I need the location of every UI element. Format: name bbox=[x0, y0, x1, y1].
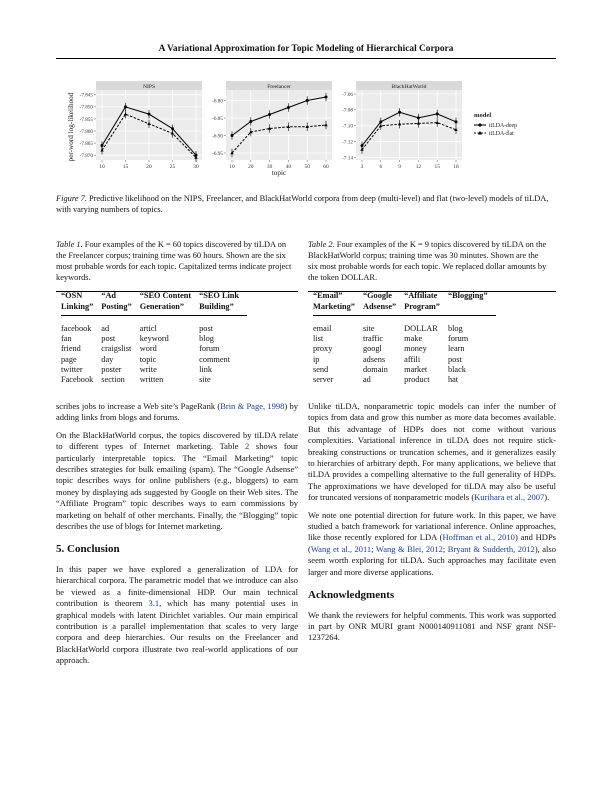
table-cell: adsens bbox=[362, 354, 386, 364]
section-heading-acknowledgments: Acknowledgments bbox=[308, 589, 395, 602]
x-tick-label: 15 bbox=[122, 164, 129, 170]
table-cell: list bbox=[313, 334, 324, 344]
table-cell: ad bbox=[362, 375, 371, 385]
legend-label-deep: tiLDA-deep bbox=[489, 123, 518, 129]
table1-caption-text: Four examples of the K = 60 topics discovered by tiLDA on the Freelancer corpus; training time was 60 hours. Shown are the six most probable words for each topic. Capitalized terms indicate project keywords. bbox=[56, 240, 292, 282]
table1-caption-label: Table 1. bbox=[56, 240, 83, 249]
table-cell: market bbox=[404, 364, 428, 374]
table-cell: keyword bbox=[139, 334, 169, 344]
table-cell: fan bbox=[61, 334, 72, 344]
figure-ylabel: per-word log-likelihood bbox=[67, 92, 75, 162]
y-tick-label: -6.95 bbox=[212, 150, 223, 157]
table-row bbox=[61, 316, 247, 335]
running-header: A Variational Approximation for Topic Modeling of Hierarchical Corpora bbox=[158, 44, 454, 54]
table-header-cell: “Ad Posting” bbox=[101, 291, 139, 316]
chart-panels bbox=[80, 81, 462, 170]
x-tick-label: 12 bbox=[415, 164, 422, 170]
y-tick-label: -7.10 bbox=[342, 123, 353, 130]
x-tick-label: 30 bbox=[266, 164, 273, 170]
legend-marker-deep bbox=[478, 123, 481, 126]
figure-caption bbox=[56, 193, 556, 215]
table-cell: googl bbox=[362, 344, 382, 354]
table-header-cell: “Google Adsense” bbox=[363, 291, 404, 316]
table-header-cell: “Blogging” bbox=[448, 291, 496, 316]
table-row bbox=[313, 375, 496, 385]
panel-background bbox=[356, 90, 462, 160]
table-cell: twitter bbox=[61, 364, 83, 374]
table-cell: section bbox=[101, 375, 125, 385]
point-deep bbox=[417, 116, 420, 119]
figure-caption-label: Figure 7. bbox=[56, 194, 87, 203]
x-tick-label: 30 bbox=[193, 164, 199, 170]
cite-kurihara[interactable]: Kurihara et al., 2007 bbox=[474, 492, 545, 503]
legend bbox=[474, 112, 517, 137]
table-header-cell: “OSN Linking” bbox=[61, 291, 101, 316]
table-row bbox=[313, 365, 496, 375]
x-tick-label: 40 bbox=[285, 164, 292, 170]
table-cell: link bbox=[199, 364, 213, 374]
point-deep bbox=[231, 134, 234, 137]
table-cell: blog bbox=[199, 334, 214, 344]
y-tick-label: -7.12 bbox=[342, 139, 353, 146]
table-cell: domain bbox=[362, 364, 388, 374]
y-tick-label: -6.85 bbox=[212, 115, 223, 122]
x-tick-label: 25 bbox=[169, 164, 176, 170]
legend-label-flat: tiLDA-flat bbox=[489, 131, 514, 137]
table-row bbox=[61, 334, 247, 344]
table2-caption bbox=[308, 239, 550, 283]
table-header-cell: “SEO Link Building” bbox=[199, 291, 247, 316]
table-header-cell: “Affiliate Program” bbox=[404, 291, 448, 316]
table2 bbox=[313, 291, 496, 385]
table-cell: send bbox=[313, 364, 329, 374]
table-cell: comment bbox=[199, 354, 231, 364]
table-cell: forum bbox=[199, 344, 220, 354]
y-tick-label: -6.90 bbox=[212, 133, 223, 140]
x-tick-label: 20 bbox=[248, 164, 254, 170]
table-cell: proxy bbox=[313, 344, 333, 354]
x-tick-label: 10 bbox=[229, 164, 235, 170]
chart-panel-1 bbox=[212, 81, 332, 170]
table-cell: Facebook bbox=[61, 375, 94, 385]
point-deep bbox=[436, 112, 439, 115]
point-deep bbox=[148, 113, 151, 116]
table-cell: post bbox=[101, 334, 116, 344]
table-cell: black bbox=[447, 364, 466, 374]
x-tick-label: 15 bbox=[434, 164, 440, 170]
table-cell: ip bbox=[313, 354, 320, 364]
x-tick-label: 3 bbox=[360, 164, 364, 170]
table-cell: DOLLAR bbox=[404, 324, 438, 333]
cite-bryant-sudderth[interactable]: Bryant & Sudderth, 2012 bbox=[447, 543, 535, 554]
table-cell: learn bbox=[447, 344, 465, 354]
x-tick-label: 18 bbox=[453, 164, 459, 170]
legend-title: model bbox=[474, 112, 492, 119]
table-cell: email bbox=[313, 324, 332, 333]
chart-panel-2 bbox=[342, 81, 462, 170]
point-deep bbox=[287, 106, 290, 109]
table-cell: word bbox=[139, 344, 157, 354]
table1 bbox=[61, 291, 247, 385]
table-cell: post bbox=[199, 324, 213, 333]
ref-table-2[interactable]: 2 bbox=[245, 441, 250, 452]
x-tick-label: 6 bbox=[379, 164, 383, 170]
point-deep bbox=[325, 96, 328, 99]
x-tick-label: 20 bbox=[146, 164, 152, 170]
table-header-cell: “Email” Marketing” bbox=[313, 291, 363, 316]
y-tick-label: -7.870 bbox=[79, 152, 93, 159]
left-column bbox=[56, 401, 298, 673]
point-deep bbox=[124, 105, 127, 108]
point-deep bbox=[455, 120, 458, 123]
table-cell: write bbox=[139, 364, 157, 374]
y-tick-label: -6.80 bbox=[212, 98, 223, 105]
table-cell: make bbox=[404, 334, 423, 344]
point-deep bbox=[306, 99, 309, 102]
table-cell: affili bbox=[404, 354, 421, 364]
y-tick-label: -7.850 bbox=[79, 104, 93, 111]
panel-title: Freelancer bbox=[267, 84, 291, 90]
table-cell: day bbox=[101, 354, 114, 364]
table-cell: forum bbox=[447, 334, 469, 344]
table-header-cell: “SEO Content Generation” bbox=[140, 291, 199, 316]
y-tick-label: -7.845 bbox=[79, 92, 93, 99]
right-paragraph-2: We note one potential direction for future work. In this paper, we have studied a batch framework for variational inference. Online approaches, like those recently explored for LDA (Hoffman et al., 2010) and HDPs (Wang et al., 2011; Wang & Blei, 2012; Bryant & Sudderth, 2012), also seem worth exploring for tiLDA. Such approaches may facilitate even larger and more diverse applications. bbox=[308, 509, 556, 577]
point-deep bbox=[268, 113, 271, 116]
chart-panel-0 bbox=[80, 81, 202, 170]
table-row bbox=[313, 334, 496, 344]
cite-wang-2011[interactable]: Wang et al., 2011 bbox=[310, 543, 372, 554]
point-deep bbox=[398, 111, 401, 114]
y-tick-label: -7.08 bbox=[342, 107, 353, 114]
table2-caption-label: Table 2. bbox=[308, 240, 335, 249]
table-cell: server bbox=[313, 375, 334, 385]
y-tick-label: -7.855 bbox=[79, 116, 93, 123]
table-cell: poster bbox=[101, 364, 122, 374]
table-cell: money bbox=[404, 344, 427, 354]
right-paragraph-1: Unlike tiLDA, nonparametric topic models can infer the number of topics from data and grow this number as more data becomes available. But this advantage of HDPs does not come without various complexities. Variational inference in tiLDA does not require stick-breaking constructions or truncation schemes, and it generalizes easily to hierarchies of arbitrary depth. For many applications, we believe that tiLDA provides a compelling alternative to the full generality of HDPs. The approximations we have developed for tiLDA may also be useful for truncated versions of nonparametric models (Kurihara et al., 2007). bbox=[308, 401, 556, 503]
ref-theorem-3-1[interactable]: 3.1 bbox=[148, 598, 160, 609]
left-paragraph-2: On the BlackHatWorld corpus, the topics discovered by tiLDA relate to different types of Internet marketing. Table 2 shows four particularly interpretable topics. The “Email Marketing” topic describes strategies for bulk emailing (spam). The “Google Adsense” topic describes ways for online publishers (e.g., bloggers) to earn money by displaying ads suggested by Google on their Web sites. The “Affiliate Program” topic describes ways to earn commissions by marketing on behalf of other merchants. Finally, the “Blogging” topic describes the use of blogs for Internet marketing. bbox=[56, 429, 299, 532]
y-tick-label: -7.860 bbox=[79, 128, 93, 135]
right-column bbox=[308, 401, 556, 650]
x-tick-label: 50 bbox=[304, 164, 310, 170]
table-cell: blog bbox=[447, 324, 463, 333]
table-cell: hat bbox=[447, 375, 459, 385]
table-cell: ad bbox=[101, 324, 110, 333]
cite-brin-page[interactable]: Brin & Page, 1998 bbox=[220, 401, 285, 411]
table-cell: articl bbox=[139, 324, 157, 333]
cite-hoffman[interactable]: Hoffman et al., 2010 bbox=[442, 532, 515, 543]
table-row bbox=[313, 316, 496, 335]
left-paragraph-3: In this paper we have explored a generalization of LDA for hierarchical corpora. The parametric model that we introduce can also be viewed as a finite-dimensional HDP. Our main technical contribution is theorem 3.1, which has many potential uses in graphical models with latent Dirichlet variables. Our main empirical contribution is a parallel implementation that scales to very large corpora and deep hierarchies. Our results on the Freelancer and BlackHatWorld corpora illustrate two real-world applications of our approach. bbox=[56, 563, 298, 666]
table-cell: written bbox=[139, 375, 164, 385]
table-row bbox=[61, 375, 247, 385]
table-row bbox=[313, 355, 496, 365]
table-cell: friend bbox=[61, 344, 81, 354]
table-cell: facebook bbox=[61, 324, 92, 333]
figure-7-chart bbox=[0, 0, 612, 200]
y-tick-label: -7.865 bbox=[79, 140, 93, 147]
x-tick-label: 9 bbox=[398, 164, 401, 170]
table1-caption bbox=[56, 239, 298, 283]
table-row bbox=[61, 344, 247, 354]
figure-xlabel: topic bbox=[271, 169, 287, 177]
y-tick-label: -7.14 bbox=[342, 155, 353, 162]
table-cell: page bbox=[61, 354, 77, 364]
table-cell: site bbox=[199, 375, 211, 385]
table-cell: traffic bbox=[362, 334, 384, 344]
panel-title: BlackHatWorld bbox=[391, 84, 427, 90]
x-tick-label: 10 bbox=[99, 164, 105, 170]
table-cell: site bbox=[362, 324, 375, 333]
table-cell: topic bbox=[139, 354, 157, 364]
y-tick-label: -7.06 bbox=[342, 91, 353, 98]
figure-caption-text: Predictive likelihood on the NIPS, Freelancer, and BlackHatWorld corpora from deep (multi-level) and flat (two-level) models of tiLDA, with varying numbers of topics. bbox=[56, 194, 549, 214]
panel-title: NIPS bbox=[142, 84, 156, 90]
x-tick-label: 60 bbox=[323, 164, 329, 170]
point-deep bbox=[249, 120, 252, 123]
cite-wang-blei[interactable]: Wang & Blei, 2012 bbox=[375, 543, 443, 554]
table2-caption-text: Four examples of the K = 9 topics discovered by tiLDA on the BlackHatWorld corpus; training time was 30 minutes. Shown are the six most probable words for each topic. We replaced dollar amounts by the token DOLLAR. bbox=[308, 240, 547, 282]
right-paragraph-3: We thank the reviewers for helpful comments. This work was supported in part by ONR MURI grant N000140911081 and NSF grant NSF-1237264. bbox=[308, 609, 556, 643]
table-cell: craigslist bbox=[101, 344, 132, 354]
table-row bbox=[313, 344, 496, 354]
table-row bbox=[61, 365, 247, 375]
table-cell: product bbox=[404, 375, 430, 385]
table-row bbox=[61, 355, 247, 365]
table-cell: post bbox=[447, 354, 462, 364]
section-heading-conclusion: 5. Conclusion bbox=[56, 543, 120, 556]
left-paragraph-1: scribes jobs to increase a Web site’s PageRank (Brin & Page, 1998) by adding links from blogs and forums. bbox=[56, 401, 298, 423]
